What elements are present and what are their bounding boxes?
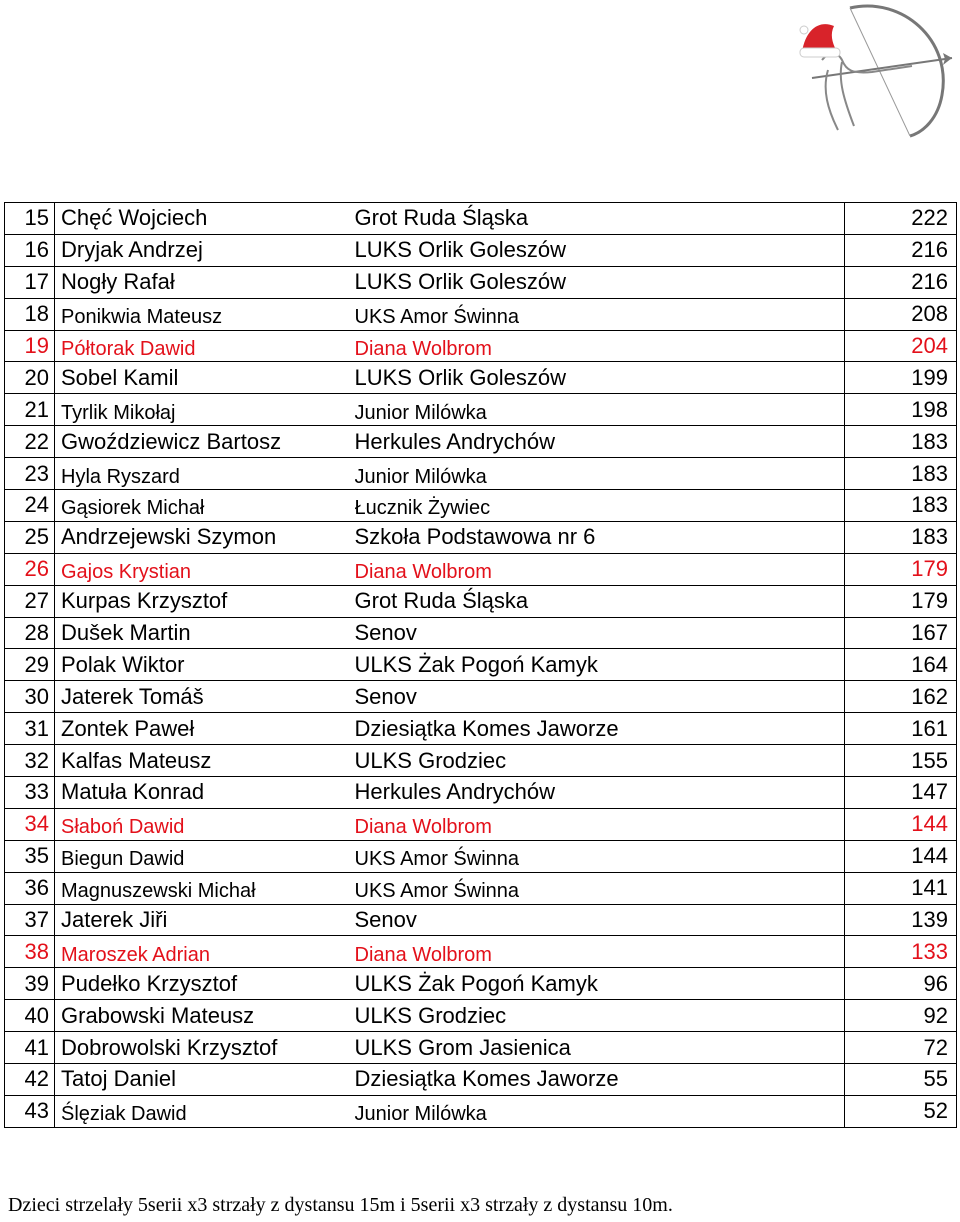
name-cell: Matuła Konrad [55, 777, 355, 809]
archer-santa-hat-icon [792, 0, 960, 140]
club-cell: LUKS Orlik Goleszów [355, 234, 845, 266]
club-cell: Diana Wolbrom [355, 553, 845, 585]
score-cell: 96 [845, 968, 957, 1000]
rank-cell: 19 [5, 330, 55, 362]
rank-cell: 17 [5, 266, 55, 298]
club-cell: ULKS Grodziec [355, 1000, 845, 1032]
club-cell: Grot Ruda Śląska [355, 585, 845, 617]
rank-cell: 36 [5, 872, 55, 904]
name-cell: Tyrlik Mikołaj [55, 394, 355, 426]
club-cell: LUKS Orlik Goleszów [355, 266, 845, 298]
table-row [5, 490, 957, 522]
club-cell: Diana Wolbrom [355, 936, 845, 968]
score-cell: 162 [845, 681, 957, 713]
score-cell: 133 [845, 936, 957, 968]
name-cell: Półtorak Dawid [55, 330, 355, 362]
rank-cell: 33 [5, 777, 55, 809]
table-row [5, 904, 957, 936]
rank-cell: 31 [5, 713, 55, 745]
rank-cell: 15 [5, 203, 55, 235]
table-row [5, 745, 957, 777]
name-cell: Kalfas Mateusz [55, 745, 355, 777]
name-cell: Dušek Martin [55, 617, 355, 649]
name-cell: Dryjak Andrzej [55, 234, 355, 266]
club-cell: Grot Ruda Śląska [355, 203, 845, 235]
table-row [5, 330, 957, 362]
table-row [5, 394, 957, 426]
score-cell: 92 [845, 1000, 957, 1032]
table-row [5, 1032, 957, 1064]
name-cell: Jaterek Jiři [55, 904, 355, 936]
name-cell: Hyla Ryszard [55, 458, 355, 490]
rank-cell: 21 [5, 394, 55, 426]
name-cell: Sobel Kamil [55, 362, 355, 394]
rank-cell: 27 [5, 585, 55, 617]
score-cell: 164 [845, 649, 957, 681]
table-row [5, 936, 957, 968]
score-cell: 147 [845, 777, 957, 809]
club-cell: Junior Milówka [355, 1095, 845, 1127]
table-row [5, 553, 957, 585]
table-row [5, 585, 957, 617]
table-row [5, 713, 957, 745]
score-cell: 179 [845, 553, 957, 585]
club-cell: Senov [355, 617, 845, 649]
table-row [5, 617, 957, 649]
club-cell: ULKS Żak Pogoń Kamyk [355, 968, 845, 1000]
rank-cell: 30 [5, 681, 55, 713]
table-row [5, 362, 957, 394]
footnote: Dzieci strzelały 5serii x3 strzały z dystansu 15m i 5serii x3 strzały z dystansu 10m. [8, 1194, 673, 1216]
table-row [5, 840, 957, 872]
table-row [5, 649, 957, 681]
club-cell: Junior Milówka [355, 394, 845, 426]
rank-cell: 43 [5, 1095, 55, 1127]
score-cell: 55 [845, 1064, 957, 1096]
club-cell: ULKS Żak Pogoń Kamyk [355, 649, 845, 681]
name-cell: Kurpas Krzysztof [55, 585, 355, 617]
name-cell: Grabowski Mateusz [55, 1000, 355, 1032]
table-row [5, 203, 957, 235]
rank-cell: 32 [5, 745, 55, 777]
score-cell: 155 [845, 745, 957, 777]
club-cell: Dziesiątka Komes Jaworze [355, 713, 845, 745]
name-cell: Maroszek Adrian [55, 936, 355, 968]
club-cell: UKS Amor Świnna [355, 840, 845, 872]
name-cell: Jaterek Tomáš [55, 681, 355, 713]
rank-cell: 42 [5, 1064, 55, 1096]
rank-cell: 23 [5, 458, 55, 490]
rank-cell: 35 [5, 840, 55, 872]
table-row [5, 777, 957, 809]
score-cell: 216 [845, 266, 957, 298]
score-cell: 167 [845, 617, 957, 649]
club-cell: Herkules Andrychów [355, 777, 845, 809]
table-row [5, 426, 957, 458]
name-cell: Ponikwia Mateusz [55, 298, 355, 330]
table-row [5, 968, 957, 1000]
name-cell: Gwoździewicz Bartosz [55, 426, 355, 458]
name-cell: Biegun Dawid [55, 840, 355, 872]
name-cell: Ślęziak Dawid [55, 1095, 355, 1127]
club-cell: Dziesiątka Komes Jaworze [355, 1064, 845, 1096]
score-cell: 179 [845, 585, 957, 617]
rank-cell: 38 [5, 936, 55, 968]
table-row [5, 1000, 957, 1032]
score-cell: 183 [845, 426, 957, 458]
rank-cell: 22 [5, 426, 55, 458]
score-cell: 161 [845, 713, 957, 745]
table-row [5, 298, 957, 330]
club-cell: Herkules Andrychów [355, 426, 845, 458]
club-cell: Senov [355, 904, 845, 936]
score-cell: 216 [845, 234, 957, 266]
name-cell: Andrzejewski Szymon [55, 521, 355, 553]
table-row [5, 234, 957, 266]
score-cell: 72 [845, 1032, 957, 1064]
score-cell: 183 [845, 521, 957, 553]
table-row [5, 808, 957, 840]
rank-cell: 39 [5, 968, 55, 1000]
score-cell: 183 [845, 490, 957, 522]
name-cell: Polak Wiktor [55, 649, 355, 681]
club-cell: UKS Amor Świnna [355, 298, 845, 330]
table-row [5, 521, 957, 553]
rank-cell: 26 [5, 553, 55, 585]
rank-cell: 20 [5, 362, 55, 394]
name-cell: Słaboń Dawid [55, 808, 355, 840]
name-cell: Magnuszewski Michał [55, 872, 355, 904]
name-cell: Zontek Paweł [55, 713, 355, 745]
table-row [5, 458, 957, 490]
rank-cell: 28 [5, 617, 55, 649]
table-row [5, 681, 957, 713]
score-cell: 141 [845, 872, 957, 904]
score-cell: 208 [845, 298, 957, 330]
score-cell: 144 [845, 840, 957, 872]
score-cell: 144 [845, 808, 957, 840]
rank-cell: 29 [5, 649, 55, 681]
rank-cell: 37 [5, 904, 55, 936]
club-cell: Diana Wolbrom [355, 808, 845, 840]
table-row [5, 1095, 957, 1127]
score-cell: 199 [845, 362, 957, 394]
table-row [5, 872, 957, 904]
club-cell: Szkoła Podstawowa nr 6 [355, 521, 845, 553]
score-cell: 183 [845, 458, 957, 490]
rank-cell: 34 [5, 808, 55, 840]
rank-cell: 41 [5, 1032, 55, 1064]
name-cell: Tatoj Daniel [55, 1064, 355, 1096]
results-table [4, 202, 957, 1128]
rank-cell: 18 [5, 298, 55, 330]
table-row [5, 266, 957, 298]
club-cell: Łucznik Żywiec [355, 490, 845, 522]
name-cell: Gąsiorek Michał [55, 490, 355, 522]
club-cell: UKS Amor Świnna [355, 872, 845, 904]
score-cell: 52 [845, 1095, 957, 1127]
score-cell: 204 [845, 330, 957, 362]
club-cell: ULKS Grom Jasienica [355, 1032, 845, 1064]
name-cell: Gajos Krystian [55, 553, 355, 585]
club-cell: ULKS Grodziec [355, 745, 845, 777]
score-cell: 139 [845, 904, 957, 936]
name-cell: Nogły Rafał [55, 266, 355, 298]
rank-cell: 40 [5, 1000, 55, 1032]
name-cell: Pudełko Krzysztof [55, 968, 355, 1000]
club-cell: Diana Wolbrom [355, 330, 845, 362]
club-cell: Senov [355, 681, 845, 713]
table-row [5, 1064, 957, 1096]
club-cell: Junior Milówka [355, 458, 845, 490]
score-cell: 222 [845, 203, 957, 235]
rank-cell: 16 [5, 234, 55, 266]
rank-cell: 25 [5, 521, 55, 553]
rank-cell: 24 [5, 490, 55, 522]
name-cell: Dobrowolski Krzysztof [55, 1032, 355, 1064]
name-cell: Chęć Wojciech [55, 203, 355, 235]
score-cell: 198 [845, 394, 957, 426]
club-cell: LUKS Orlik Goleszów [355, 362, 845, 394]
